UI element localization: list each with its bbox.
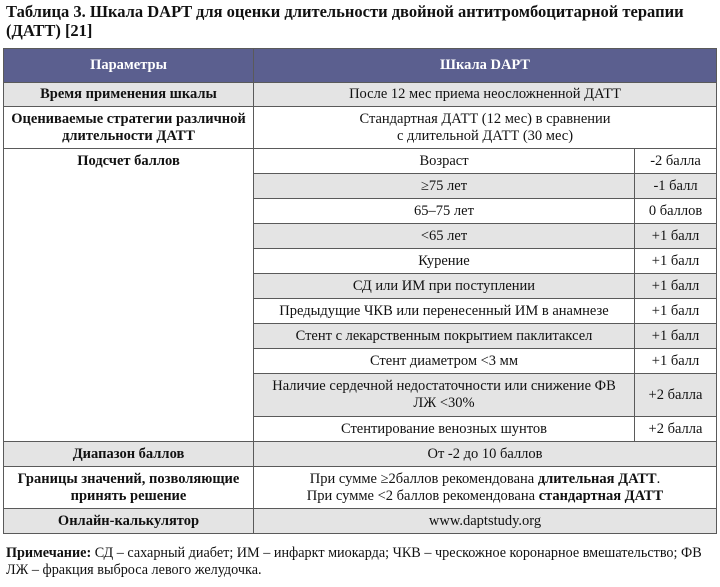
- score-cell: +2 балла: [635, 374, 717, 417]
- strategies-row: [4, 107, 717, 149]
- time-label: Время применения шкалы: [4, 83, 254, 107]
- scoring-row: [4, 149, 717, 174]
- scoring-label: Подсчет баллов: [4, 149, 254, 442]
- criterion-cell: Возраст: [254, 149, 635, 174]
- bounds-row: [4, 467, 717, 509]
- criterion-cell: Стент с лекарственным покрытием паклитаксел: [254, 324, 635, 349]
- score-cell: -2 балла: [635, 149, 717, 174]
- bounds-line2-text: При сумме <2 баллов рекомендована: [306, 487, 539, 504]
- criterion-cell: Стентирование венозных шунтов: [254, 417, 635, 442]
- strategies-value-line2: с длительной ДАТТ (30 мес): [396, 127, 574, 144]
- bounds-label: Границы значений, позволяющие принять решение: [4, 467, 254, 509]
- criterion-cell: Наличие сердечной недостаточности или снижение ФВ ЛЖ <30%: [254, 374, 635, 417]
- score-cell: -1 балл: [635, 174, 717, 199]
- table-title: Таблица 3. Шкала DAPT для оценки длительности двойной антитромбоцитарной терапии (ДАТТ) [21]: [6, 2, 684, 40]
- dapt-score-table: [3, 48, 717, 534]
- score-cell: +1 балл: [635, 324, 717, 349]
- criterion-cell: СД или ИМ при поступлении: [254, 274, 635, 299]
- criterion-cell: Курение: [254, 249, 635, 274]
- bounds-value: [254, 467, 717, 509]
- score-cell: +1 балл: [635, 224, 717, 249]
- table-note: [6, 545, 714, 578]
- bounds-line1-bold: длительная ДАТТ: [537, 470, 657, 487]
- calc-label: Онлайн-калькулятор: [4, 509, 254, 534]
- bounds-line2-bold: стандартная ДАТТ: [538, 487, 664, 504]
- criterion-cell: ≥75 лет: [254, 174, 635, 199]
- score-cell: 0 баллов: [635, 199, 717, 224]
- strategies-label: Оцениваемые стратегии различной длительности ДАТТ: [4, 107, 254, 149]
- header-row: [4, 49, 717, 83]
- score-cell: +1 балл: [635, 274, 717, 299]
- criterion-cell: <65 лет: [254, 224, 635, 249]
- range-label: Диапазон баллов: [4, 442, 254, 467]
- range-value: От -2 до 10 баллов: [254, 442, 717, 467]
- score-cell: +2 балла: [635, 417, 717, 442]
- note-label: Примечание:: [6, 545, 92, 561]
- bounds-line1-end: .: [656, 470, 661, 487]
- time-row: [4, 83, 717, 107]
- header-params: Параметры: [4, 49, 254, 83]
- score-cell: +1 балл: [635, 349, 717, 374]
- criterion-cell: Предыдущие ЧКВ или перенесенный ИМ в анамнезе: [254, 299, 635, 324]
- header-scale: Шкала DAPT: [254, 49, 717, 83]
- bounds-line1-text: При сумме ≥2баллов рекомендована: [309, 470, 538, 487]
- criterion-cell: 65–75 лет: [254, 199, 635, 224]
- score-cell: +1 балл: [635, 299, 717, 324]
- note-text: СД – сахарный диабет; ИМ – инфаркт миокарда; ЧКВ – чрескожное коронарное вмешательство; ФВ ЛЖ – фракция выброса левого желудочка.: [6, 545, 702, 578]
- score-cell: +1 балл: [635, 249, 717, 274]
- calc-row: [4, 509, 717, 534]
- criterion-cell: Стент диаметром <3 мм: [254, 349, 635, 374]
- calc-value: www.daptstudy.org: [254, 509, 717, 534]
- time-value: После 12 мес приема неосложненной ДАТТ: [254, 83, 717, 107]
- range-row: [4, 442, 717, 467]
- strategies-value-line1: Стандартная ДАТТ (12 мес) в сравнении: [359, 110, 611, 127]
- strategies-value: [254, 107, 717, 149]
